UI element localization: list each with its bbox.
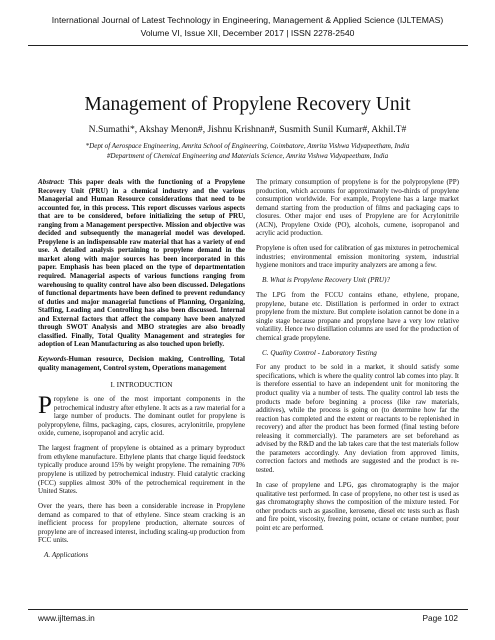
subsection-what-is-pru: B. What is Propylene Recovery Unit (PRU)? [262, 276, 391, 285]
abstract [38, 178, 245, 349]
body-paragraph-1: The primary consumption of propylene is for the polypropylene (PP) production, which accounts for approximately two-thirds of propylene consumption worldwide. For example, Propylene has a large market demand starting from the production of films and packaging caps to closures. Other major end uses of Propylene are for Acrylonitrile (ACN), Propylene Oxide (PO), alcohols, cumene, isopropanol and acrylic acid production. [256, 178, 459, 238]
footer-rule [28, 609, 468, 610]
body-paragraph-3: The LPG from the FCCU contains ethane, ethylene, propane, propylene, butane etc. Distillation is performed in order to extract propylene from the mixture. But complete isolation cannot be done in a single stage because propane and propylene have a very low relative volatility. Hence two distillation columns are used for the production of chemical grade propylene. [256, 291, 459, 342]
journal-volume: Volume VI, Issue XII, December 2017 | ISSN 2278-2540 [140, 27, 355, 38]
left-column [38, 178, 245, 566]
body-paragraph-5: In case of propylene and LPG, gas chromatography is the major qualitative test performed. In case of propylene, no other test is used as gas chromatography shows the composition of the mixture tested. For other products such as gasoline, kerosene, diesel etc tests such as flash and fire point, viscosity, freezing point, octane or cetane number, pour point etc are performed. [256, 480, 459, 532]
intro-paragraph-1 [38, 392, 245, 438]
keywords [38, 355, 245, 372]
subsection-quality-control: C. Quality Control - Laboratory Testing [262, 348, 377, 357]
right-column [256, 178, 459, 539]
footer-url-link[interactable]: www.ijltemas.in [38, 613, 95, 623]
intro-paragraph-1-text: ropylene is one of the most important components in the petrochemical industry after ethylene. It acts as a raw material for a large number of products. The dominant outlet for propylene is polypropylene, films, packaging, caps, closures, acrylonitrile, propylene oxide, cumene, isopropanol and acrylic acid. [38, 395, 245, 438]
subsection-applications: A. Applications [44, 551, 89, 560]
drop-cap: P [38, 392, 52, 420]
affiliation-2: #Department of Chemical Engineering and Materials Science, Amrita Vishwa Vidyapeetham, India [106, 152, 389, 160]
abstract-text: This paper deals with the functioning of a Propylene Recovery Unit (PRU) in a chemical industry and the various Managerial and Human Resource considerations that need to be accounted for, in this process. This report discusses various aspects that are to be considered, before initializing the setup of PRU, ranging from a Management perspective. Mission and objective was decided and subsequently the managerial model was developed. Propylene is an indispensable raw material that has a variety of end use. A detailed analysis pertaining to propylene demand in the market along with major sources has been incorporated in this paper. Emphasis has been placed on the type of departmentation required. Managerial aspects of various functions ranging from warehousing to quality control have also been discussed. Delegations of functional departments have been defined to prevent redundancy of duties and major managerial functions of Planning, Organizing, Staffing, Leading and Controlling has also been discussed. Internal and External factors that affect the company have been analyzed through SWOT Analysis and MBO strategies are also broadly classified. Finally, Total Quality Management and strategies for adoption of Lean Manufacturing as also touched upon briefly. [38, 178, 245, 349]
keywords-label: Keywords [38, 355, 67, 364]
body-paragraph-4: For any product to be sold in a market, it should satisfy some specifications, which is where the quality control lab comes into play. It is therefore essential to have an independent unit for monitoring the product quality via a number of tests. The quality control lab tests the products made before beginning a process (like raw materials, additives), while the process is going on (to determine how far the reaction has completed and the extent or reactants to be replenished in recovery) and after the product has been formed (final testing before releasing it commercially). The parameters are set beforehand as advised by the R&D and the lab takes care that the test materials follow the parameters accordingly. Any deviation from approved limits, correction factors and methods are suggested and the product is re-tested. [256, 363, 459, 474]
journal-header [0, 14, 495, 39]
body-paragraph-2: Propylene is often used for calibration of gas mixtures in petrochemical industries; environmental emission monitoring system, industrial hygiene monitors and trace impurity analyzers are among a few. [256, 244, 459, 270]
section-heading-introduction: I. INTRODUCTION [110, 379, 173, 389]
paper-authors: N.Sumathi*, Akshay Menon#, Jishnu Krishnan#, Susmith Sunil Kumar#, Akhil.T# [88, 124, 407, 135]
keywords-text: -Human resource, Decision making, Controlling, Total quality management, Control system, Operations management [38, 355, 245, 372]
page-number: Page 102 [422, 613, 458, 623]
paper-title: Management of Propylene Recovery Unit [84, 94, 411, 115]
journal-title: International Journal of Latest Technology in Engineering, Management & Applied Science (IJLTEMAS) [51, 15, 444, 25]
intro-paragraph-2: The largest fragment of propylene is obtained as a primary byproduct from ethylene manufacture. Ethylene plants that charge liquid feedstock typically produce around 15% by weight propylene. The remaining 70% propylene is utilized by petrochemical industry. Fluid catalytic cracking (FCC) supplies almost 30% of the petrochemical requirement in the United States. [38, 444, 245, 496]
abstract-label: Abstract: [38, 178, 65, 186]
intro-paragraph-3: Over the years, there has been a considerable increase in Propylene demand as compared to that of ethylene. Since steam cracking is an inefficient process for propylene production, alternate sources of propylene are of increased interest, including scaling-up production from FCC units. [38, 502, 245, 545]
affiliation-1: *Dept of Aerospace Engineering, Amrita School of Engineering, Coimbatore, Amrita Vishwa Vidyapeetham, India [85, 142, 410, 150]
header-rule [28, 45, 468, 46]
